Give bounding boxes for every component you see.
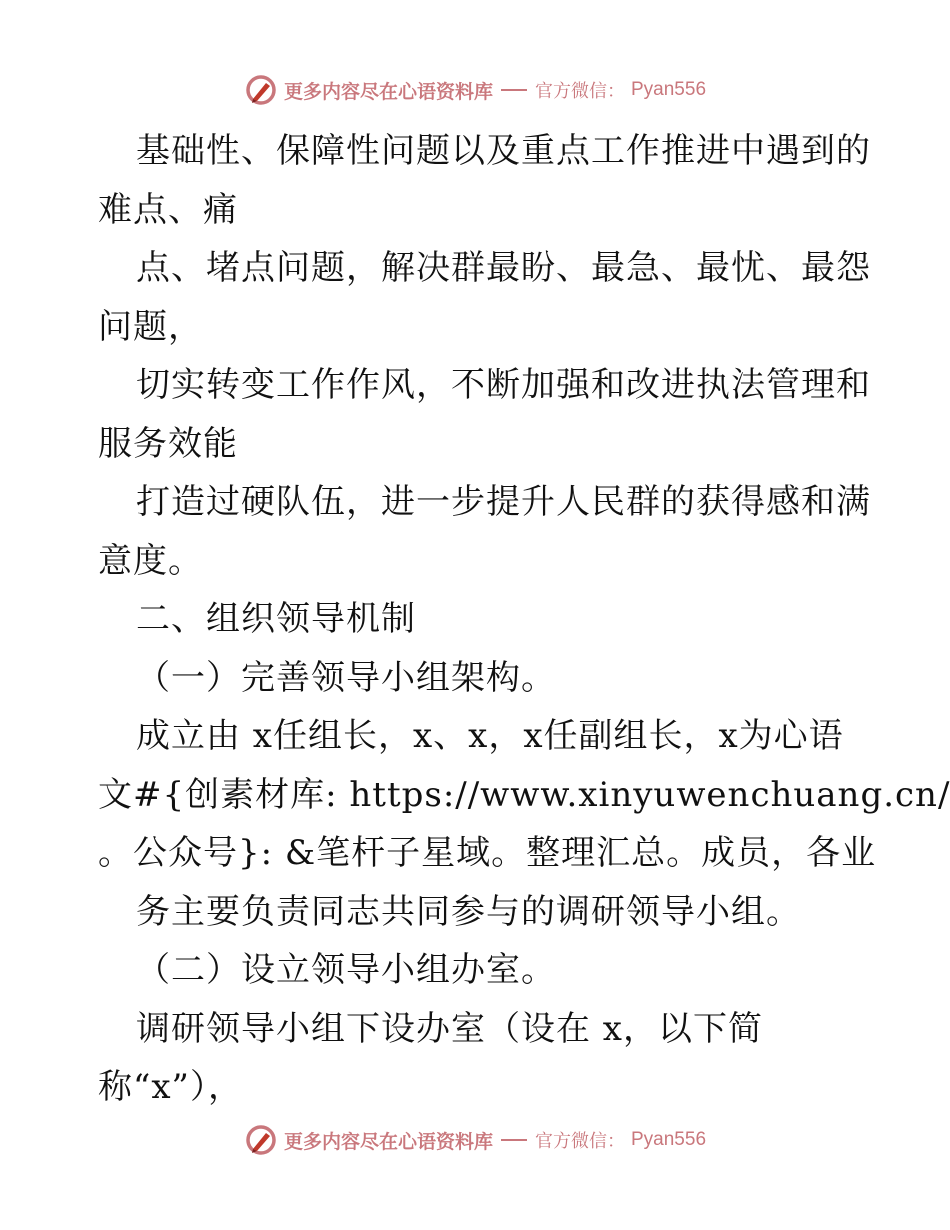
watermark-site-text: 更多内容尽在心语资料库 xyxy=(283,1130,493,1153)
text-line: 调研领导小组下设办室（设在 x，以下简 xyxy=(136,1008,763,1049)
text-line: 服务效能 xyxy=(98,423,238,464)
text-line: 点、堵点问题，解决群最盼、最急、最忧、最怨 xyxy=(136,248,871,288)
text-line: 意度。 xyxy=(98,540,203,581)
watermark-contact-label: 官方微信： xyxy=(535,1131,625,1152)
watermark-dash xyxy=(501,89,527,91)
watermark-site-text: 更多内容尽在心语资料库 xyxy=(283,80,493,103)
section-heading: 二、组织领导机制 xyxy=(136,599,416,639)
text-line: 基础性、保障性问题以及重点工作推进中遇到的 xyxy=(136,131,871,171)
pen-logo-icon xyxy=(244,1123,278,1157)
text-line: 称“x”）， xyxy=(98,1067,243,1107)
subsection-heading: （二）设立领导小组办室。 xyxy=(136,950,556,990)
text-line: 切实转变工作作风，不断加强和改进执法管理和 xyxy=(136,365,871,405)
text-line: 问题， xyxy=(98,306,203,347)
watermark-dash xyxy=(501,1139,527,1141)
subsection-heading: （一）完善领导小组架构。 xyxy=(136,657,556,698)
footer-watermark xyxy=(0,1120,950,1160)
text-line: 。公众号}: &笔杆子星域。整理汇总。成员，各业 xyxy=(98,833,877,873)
text-line: 难点、痛 xyxy=(98,189,238,230)
text-line: 务主要负责同志共同参与的调研领导小组。 xyxy=(136,891,801,932)
watermark-contact-label: 官方微信： xyxy=(535,81,625,102)
text-line: 打造过硬队伍，进一步提升人民群的获得感和满 xyxy=(136,482,871,522)
text-line: 文#{创素材库: https://www.xinyuwenchuang.cn/ xyxy=(98,774,950,815)
watermark-contact-id: Pyan556 xyxy=(631,1129,707,1150)
document-body xyxy=(98,122,950,1117)
pen-logo-icon xyxy=(244,73,278,107)
header-watermark xyxy=(0,70,950,110)
watermark-contact-id: Pyan556 xyxy=(631,79,707,100)
text-line: 成立由 x任组长，x、x，x任副组长，x为心语 xyxy=(136,716,844,756)
